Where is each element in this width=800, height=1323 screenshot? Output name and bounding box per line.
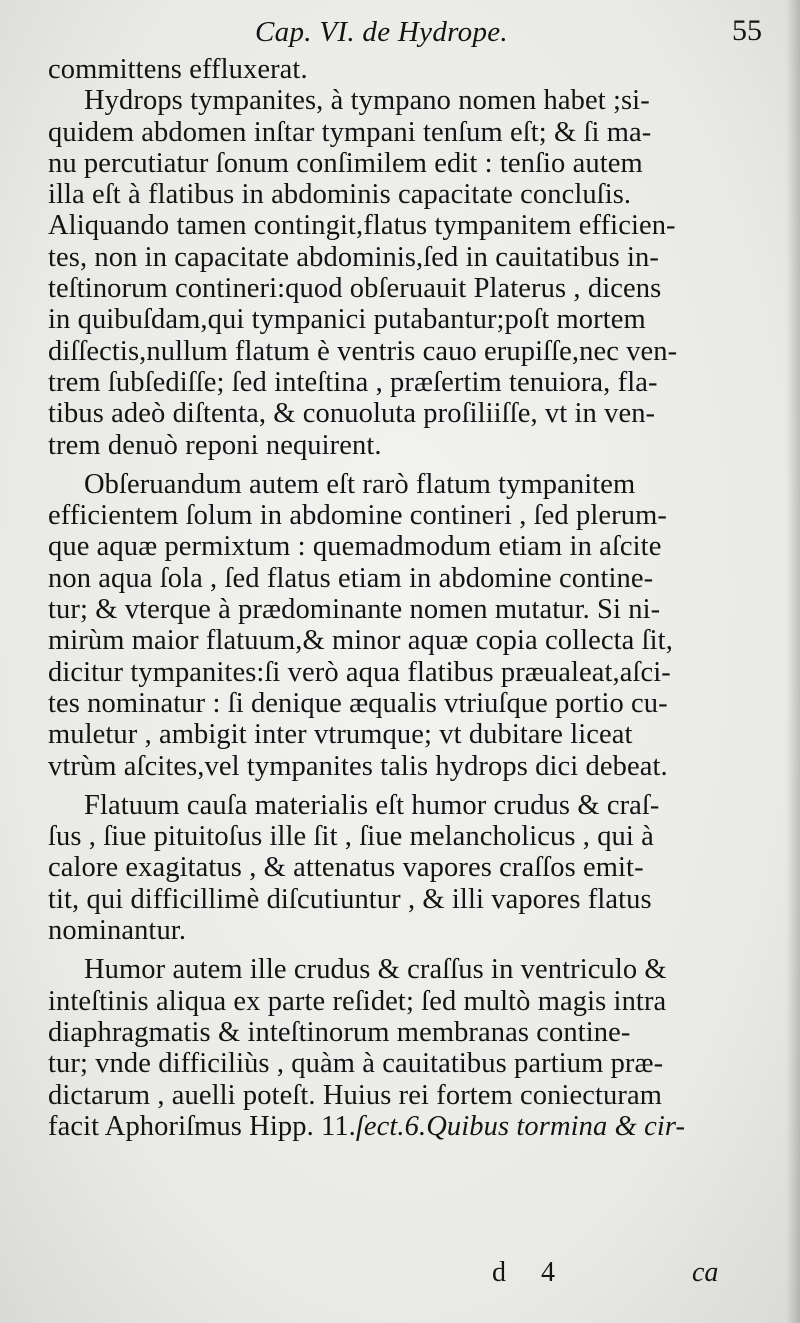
text-line: illa eſt à flatibus in abdominis capacitate concluſis. [48, 179, 632, 211]
text-line: in quibuſdam,qui tympanici putabantur;poſt mortem [48, 304, 646, 336]
page-edge-shadow [786, 0, 800, 1323]
paragraph [48, 469, 768, 782]
text-line: nominantur. [48, 915, 187, 947]
text-italic: ſect.6.Quibus tormina & cir- [355, 1110, 686, 1142]
text-line: mirùm maior flatuum,& minor aquæ copia collecta ſit, [48, 625, 673, 657]
catchword: ca [692, 1257, 719, 1288]
text-line: dictarum , auelli poteſt. Huius rei fortem coniecturam [48, 1079, 662, 1111]
text-line: muletur , ambigit inter vtrumque; vt dubitare liceat [48, 719, 633, 751]
text-line: tibus adeò diſtenta, & conuoluta proſiliiſſe, vt in ven- [48, 398, 656, 430]
text-line: inteſtinis aliqua ex parte reſidet; ſed multò magis intra [48, 985, 667, 1017]
text-line: diaphragmatis & inteſtinorum membranas contine- [48, 1016, 631, 1048]
paragraph [48, 54, 768, 85]
text-line: diſſectis,nullum flatum è ventris cauo erupiſſe,nec ven- [48, 335, 678, 367]
text-line: tes nominatur : ſi denique æqualis vtriuſque portio cu- [48, 687, 668, 719]
text-line: vtrùm aſcites,vel tympanites talis hydrops dici debeat. [48, 750, 668, 782]
text-line: ſus , ſiue pituitoſus ille ſit , ſiue melancholicus , qui à [48, 821, 654, 853]
text-line: non aqua ſola , ſed flatus etiam in abdomine contine- [48, 562, 654, 594]
text-line: Aliquando tamen contingit,flatus tympanitem efficien- [48, 210, 676, 242]
text-line: tur; & vterque à prædominante nomen mutatur. Si ni- [48, 594, 661, 626]
text-line-last [48, 1111, 768, 1142]
text-roman: facit Aphoriſmus Hipp. 11. [48, 1110, 356, 1142]
running-title: Cap. VI. de Hydrope. [255, 16, 508, 48]
text-line: Humor autem ille crudus & craſſus in ventriculo & [84, 954, 667, 986]
text-line: calore exagitatus , & attenatus vapores craſſos emit- [48, 852, 644, 884]
text-line: Obſeruandum autem eſt rarò flatum tympanitem [84, 468, 636, 500]
page-footer [0, 1257, 800, 1293]
text-line: committens effluxerat. [48, 54, 308, 85]
text-line: efficientem ſolum in abdomine contineri , ſed plerum- [48, 500, 667, 532]
text-line: Hydrops tympanites, à tympano nomen habet ;si- [84, 85, 650, 117]
running-head [0, 12, 800, 52]
paragraph [48, 790, 768, 946]
text-line: nu percutiatur ſonum conſimilem edit : tenſio autem [48, 147, 643, 179]
text-line: tur; vnde difficiliùs , quàm à cauitatibus partium præ- [48, 1048, 664, 1080]
page-number: 55 [732, 14, 762, 47]
signature-mark: d 4 [492, 1257, 569, 1288]
text-line: Flatuum cauſa materialis eſt humor crudus & craſ- [84, 789, 660, 821]
text-line: tit, qui difficillimè diſcutiuntur , & illi vapores flatus [48, 883, 652, 915]
text-line: teſtinorum contineri:quod obſeruauit Platerus , dicens [48, 273, 662, 305]
text-line: trem ſubſediſſe; ſed inteſtina , præſertim tenuiora, fla- [48, 366, 658, 398]
paragraph [48, 954, 768, 1142]
text-line: que aquæ permixtum : quemadmodum etiam in aſcite [48, 531, 662, 563]
text-line: quidem abdomen inſtar tympani tenſum eſt; & ſi ma- [48, 116, 652, 148]
text-line: dicitur tympanites:ſi verò aqua flatibus præualeat,aſci- [48, 656, 671, 688]
text-line: trem denuò reponi nequirent. [48, 429, 382, 461]
body-text [48, 54, 768, 1142]
paragraph [48, 85, 768, 461]
text-line: tes, non in capacitate abdominis,ſed in cauitatibus in- [48, 241, 659, 273]
